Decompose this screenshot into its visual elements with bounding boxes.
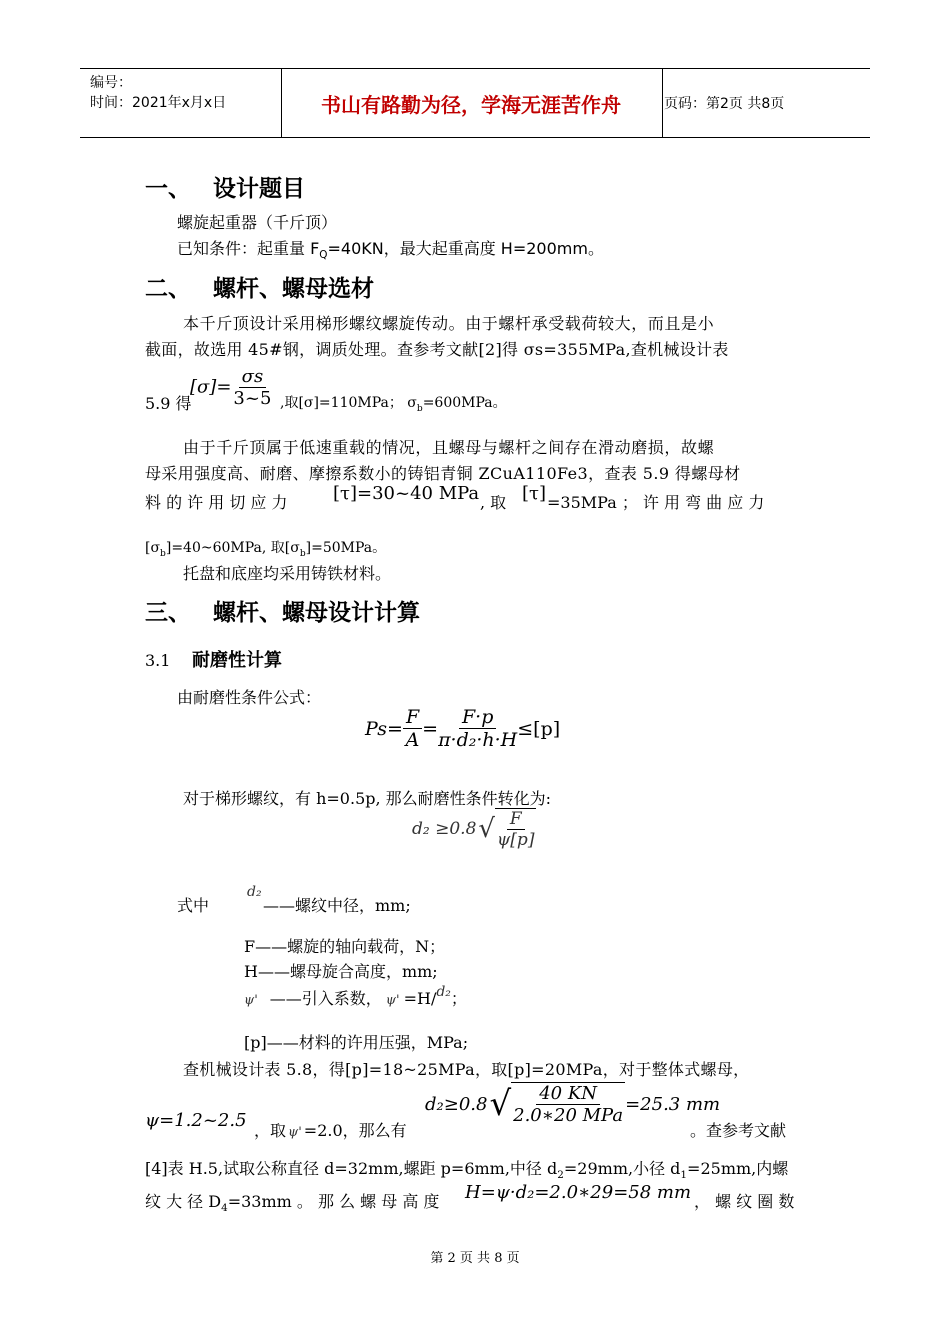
paragraph-line: 截面，故选用 45#钢，调质处理。查参考文献[2]得 σs=355MPa,查机械设计表 [145, 340, 729, 359]
section-1-heading [145, 170, 305, 203]
definition-p: [p]——材料的许用压强，MPa; [244, 1033, 469, 1052]
subscript: b [160, 548, 166, 559]
header-motto: 书山有路勤为径，学海无涯苦作舟 [321, 92, 621, 117]
text: =2.0，那么有 [303, 1121, 407, 1140]
definition-psi [244, 986, 467, 1009]
formula-psi-range: ψ=1.2~2.5 [145, 1110, 247, 1131]
formula-text: = [422, 717, 439, 740]
subscript: b [299, 548, 306, 559]
formula-d2-min [412, 808, 536, 850]
text: ,取[σ]=110MPa； σ [280, 395, 417, 411]
section-title: 螺杆、螺母选材 [213, 276, 374, 302]
definition-F: F——螺旋的轴向载荷，N； [244, 937, 446, 956]
formula-d2-calc [425, 1082, 720, 1126]
sqrt-body [495, 808, 536, 850]
text: ； [450, 989, 467, 1008]
text: 纹 大 径 D [145, 1192, 222, 1211]
subsection-title: 耐磨性计算 [192, 650, 282, 671]
subscript: 4 [221, 1202, 228, 1215]
paragraph-line: 母采用强度高、耐磨、摩擦系数小的铸铝青铜 ZCuA110Fe3，查表 5.9 得螺母材 [145, 464, 741, 483]
paragraph-line [145, 537, 386, 559]
formula-text: =25.3 mm [625, 1093, 721, 1115]
definition-d2: ——螺纹中径，mm; [263, 896, 411, 915]
section-number: 一、 [145, 176, 191, 202]
text: ——引入系数， [269, 989, 382, 1008]
document-number-label: 编号： [90, 75, 132, 91]
section-3-heading [145, 594, 420, 627]
subscript: b [416, 403, 423, 414]
paragraph-line: 查机械设计表 5.8，得[p]=18~25MPa，取[p]=20MPa，对于整体式螺母， [183, 1060, 750, 1079]
formula-text: ≤[p] [517, 717, 561, 740]
denominator: A [405, 729, 420, 751]
numerator: F·p [459, 706, 496, 729]
date-label: 时间：2021年x月x日 [90, 95, 227, 111]
numerator: σs [239, 366, 267, 388]
symbol-psi: ψ' [244, 993, 258, 1008]
formula-nut-height: H=ψ·d₂=2.0∗29=58 mm [465, 1182, 692, 1203]
paragraph-line: ， 螺 纹 圈 数 [694, 1192, 795, 1211]
denominator: 2.0∗20 MPa [513, 1105, 624, 1126]
numerator: F [403, 706, 422, 729]
page-footer: 第 2 页 共 8 页 [430, 1251, 520, 1266]
text: ]=50MPa。 [305, 540, 387, 556]
denominator: π·d₂·h·H [438, 729, 518, 751]
denominator: ψ[p] [496, 830, 535, 850]
symbol-psi: ψ' [288, 1125, 302, 1140]
paragraph-line: 托盘和底座均采用铸铁材料。 [183, 564, 392, 583]
where-label: 式中 [177, 896, 210, 915]
text: =33mm 。 那 么 螺 母 高 度 [227, 1192, 440, 1211]
symbol-d2: d₂ [247, 884, 262, 900]
section-title: 设计题目 [213, 176, 305, 202]
paragraph-line: 对于梯形螺纹，有 h=0.5p, 那么耐磨性条件转化为: [183, 789, 552, 808]
fraction [403, 706, 422, 751]
text: ，取 [254, 1121, 287, 1140]
sqrt-body [511, 1082, 625, 1126]
numerator: F [507, 809, 525, 830]
section-2-heading [145, 270, 374, 303]
formula-text: d₂≥0.8 [425, 1093, 488, 1115]
fraction [513, 1083, 623, 1126]
fraction [438, 706, 517, 751]
section-number: 三、 [145, 600, 191, 626]
header-page-info: 页码：第2页 共8页 [664, 96, 785, 112]
subscript: 1 [680, 1169, 688, 1182]
formula-tau: [τ] [522, 483, 547, 504]
paragraph-line: 由于千斤顶属于低速重载的情况，且螺母与螺杆之间存在滑动磨损，故螺 [183, 438, 715, 457]
denominator: 3~5 [233, 388, 272, 409]
fraction [233, 366, 271, 409]
text: =40KN，最大起重高度 H=200mm。 [327, 239, 604, 258]
formula-sigma [190, 366, 271, 409]
text: 已知条件：起重量 F [177, 239, 320, 258]
subsection-number: 3.1 [145, 651, 171, 670]
subsection-heading [145, 646, 282, 672]
header-divider [662, 69, 663, 137]
paragraph-line: =35MPa ； 许 用 弯 曲 应 力 [547, 493, 765, 512]
formula-text: d₂ ≥0.8 [412, 819, 477, 839]
paragraph-line [145, 1156, 788, 1181]
symbol-d2: d₂ [436, 984, 451, 1000]
paragraph-line: 螺旋起重器（千斤顶） [177, 213, 338, 232]
paragraph-line [145, 1189, 439, 1214]
formula-text: Ps= [365, 717, 403, 740]
section-number: 二、 [145, 276, 191, 302]
symbol-psi: ψ' [385, 993, 400, 1008]
numerator: 40 KN [536, 1083, 600, 1105]
text: [4]表 H.5,试取公称直径 d=32mm,螺距 p=6mm,中径 d [145, 1159, 558, 1178]
formula-wear-condition [365, 706, 560, 751]
formula-text: [σ]= [190, 376, 232, 398]
page-header [80, 68, 870, 138]
paragraph-line: , 取 [480, 493, 507, 512]
header-left [90, 73, 226, 113]
paragraph-line: 由耐磨性条件公式： [177, 688, 322, 707]
paragraph-line [177, 236, 604, 261]
sqrt-sign: √ [489, 1084, 512, 1124]
paragraph-line [254, 1118, 407, 1141]
fraction [497, 809, 534, 850]
section-title: 螺杆、螺母设计计算 [213, 600, 420, 626]
text: =25mm,内螺 [687, 1159, 789, 1178]
text: ]=40~60MPa, 取[σ [165, 540, 300, 556]
subscript: 2 [557, 1169, 564, 1182]
sqrt-sign: √ [478, 814, 495, 844]
text: =600MPa。 [422, 395, 507, 411]
paragraph-line: 。查参考文献 [690, 1121, 787, 1140]
definition-H: H——螺母旋合高度，mm; [244, 962, 438, 981]
text: =H/ [403, 989, 437, 1008]
subscript: Q [319, 249, 328, 262]
text: [σ [145, 540, 161, 556]
text: =29mm,小径 d [563, 1159, 681, 1178]
paragraph-line [280, 392, 507, 414]
paragraph-line: 料 的 许 用 切 应 力 [145, 493, 288, 512]
formula-tau-range: [τ]=30~40 MPa [333, 483, 480, 504]
paragraph-line: 本千斤顶设计采用梯形螺纹螺旋传动。由于螺杆承受载荷较大，而且是小 [183, 314, 715, 333]
paragraph-line: 5.9 得 [145, 394, 192, 413]
